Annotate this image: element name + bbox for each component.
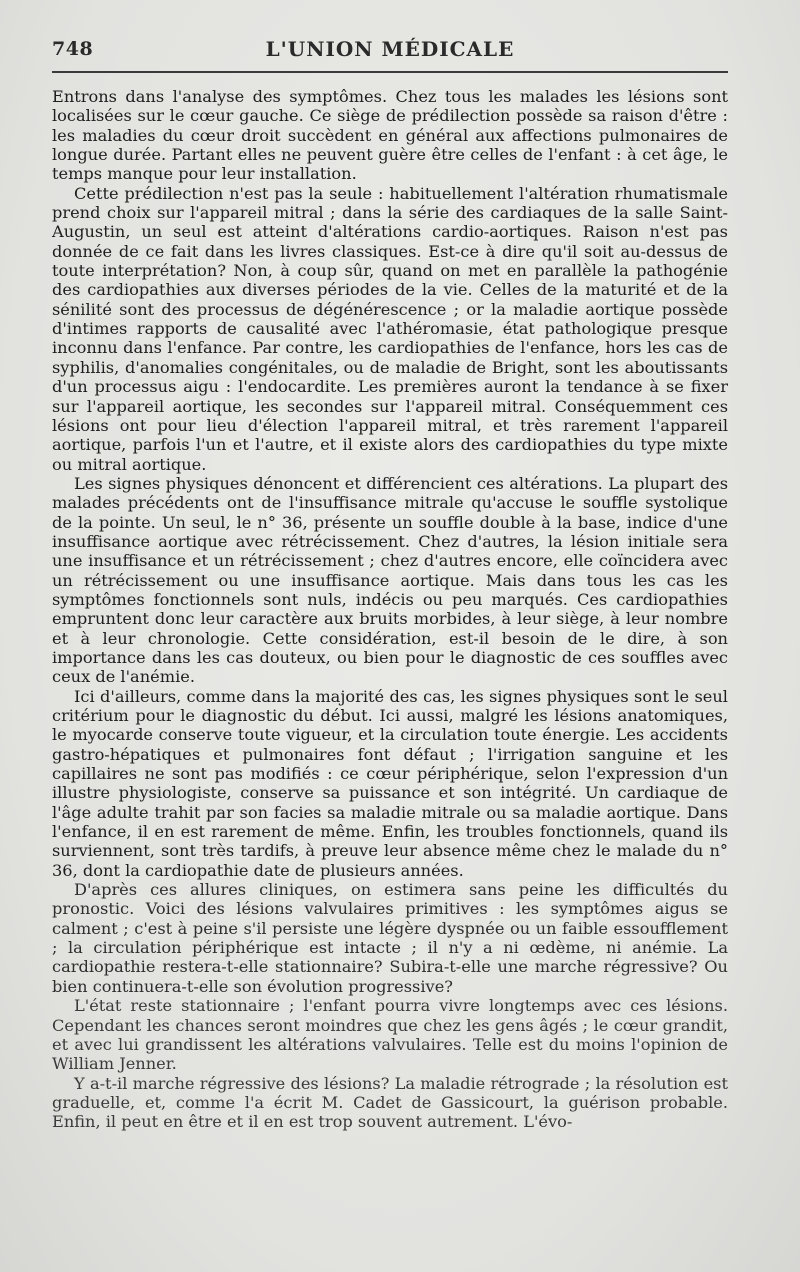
journal-title: L'UNION MÉDICALE <box>265 37 515 61</box>
paragraph-symptom-analysis: Entrons dans l'analyse des symptômes. Chez tous les malades les lésions sont localisées sur le cœur gauche. Ce siège de prédilection possède sa raison d'être : les maladies du cœur droit succèdent en général aux affections pulmonaires de longue durée. Partant elles ne peuvent guère être celles de l'enfant : à cet âge, le temps manque pour leur installation. <box>52 87 728 184</box>
paragraph-stationary-state: L'état reste stationnaire ; l'enfant pourra vivre longtemps avec ces lésions. Cependant les chances seront moindres que chez les gens âgés ; le cœur grandit, et avec lui grandissent les altérations valvulaires. Telle est du moins l'opinion de William Jenner. <box>52 996 728 1074</box>
page-number: 748 <box>52 38 94 60</box>
paragraph-physical-signs: Les signes physiques dénoncent et différencient ces altérations. La plupart des malades précédents ont de l'insuffisance mitrale qu'accuse le souffle systolique de la pointe. Un seul, le n° 36, présente un souffle double à la base, indice d'une insuffisance aortique avec rétrécissement. Chez d'autres, la lésion initiale sera une insuffisance et un rétrécissement ; chez d'autres encore, elle coïncidera avec un rétrécissement ou une insuffisance aortique. Mais dans tous les cas les symptômes fonctionnels sont nuls, indécis ou peu marqués. Ces cardiopathies empruntent donc leur caractère aux bruits morbides, à leur siège, à leur nombre et à leur chronologie. Cette considération, est-il besoin de le dire, à son importance dans les cas douteux, ou bien pour le diagnostic de ces souffles avec ceux de l'anémie. <box>52 473 728 687</box>
paragraph-regression: Y a-t-il marche régressive des lésions? La maladie rétrograde ; la résolution est graduelle, et, comme l'a écrit M. Cadet de Gassicourt, la guérison probable. Enfin, il peut en être et il en est trop souvent autrement. L'évo- <box>52 1073 728 1132</box>
running-head <box>52 30 728 66</box>
paragraph-mitral-predilection: Cette prédilection n'est pas la seule : habituellement l'altération rhumatismale prend choix sur l'appareil mitral ; dans la série des cardiaques de la salle Saint-Augustin, un seul est atteint d'altérations cardio-aortiques. Raison n'est pas donnée de ce fait dans les livres classiques. Est-ce à dire qu'il soit au-dessus de toute interprétation? Non, à coup sûr, quand on met en parallèle la pathogénie des cardiopathies aux diverses périodes de la vie. Celles de la maturité et de la sénilité sont des processus de dégénérescence ; or la maladie aortique possède d'intimes rapports de causalité avec l'athéromasie, état pathologique presque inconnu dans l'enfance. Par contre, les cardiopathies de l'enfance, hors les cas de syphilis, d'anomalies congénitales, ou de maladie de Bright, sont les aboutissants d'un processus aigu : l'endocardite. Les premières auront la tendance à se fixer sur l'appareil aortique, les secondes sur l'appareil mitral. Conséquemment ces lésions ont pour lieu d'élection l'appareil mitral, et très rarement l'appareil aortique, parfois l'un et l'autre, et il existe alors des cardiopathies du type mixte ou mitral aortique. <box>52 183 728 474</box>
paragraph-diagnosis-criterion: Ici d'ailleurs, comme dans la majorité des cas, les signes physiques sont le seul critérium pour le diagnostic du début. Ici aussi, malgré les lésions anatomiques, le myocarde conserve toute vigueur, et la circulation toute énergie. Les accidents gastro-hépatiques et pulmonaires font défaut ; l'irrigation sanguine et les capillaires ne sont pas modifiés : ce cœur périphérique, selon l'expression d'un illustre physiologiste, conserve sa puissance et son intégrité. Un cardiaque de l'âge adulte trahit par son facies sa maladie mitrale ou sa maladie aortique. Dans l'enfance, il en est rarement de même. Enfin, les troubles fonctionnels, quand ils surviennent, sont très tardifs, à preuve leur absence même chez le malade du n° 36, dont la cardiopathie date de plusieurs années. <box>52 686 728 880</box>
article-body <box>52 87 728 1132</box>
document-page <box>52 30 728 1260</box>
header-rule <box>52 71 728 73</box>
paragraph-prognosis: D'après ces allures cliniques, on estimera sans peine les difficultés du pronostic. Voici des lésions valvulaires primitives : les symptômes aigus se calment ; c'est à peine s'il persiste une légère dyspnée ou un faible essoufflement ; la circulation périphérique est intacte ; il n'y a ni œdème, ni anémie. La cardiopathie restera-t-elle stationnaire? Subira-t-elle une marche régressive? Ou bien continuera-t-elle son évolution progressive? <box>52 880 728 996</box>
